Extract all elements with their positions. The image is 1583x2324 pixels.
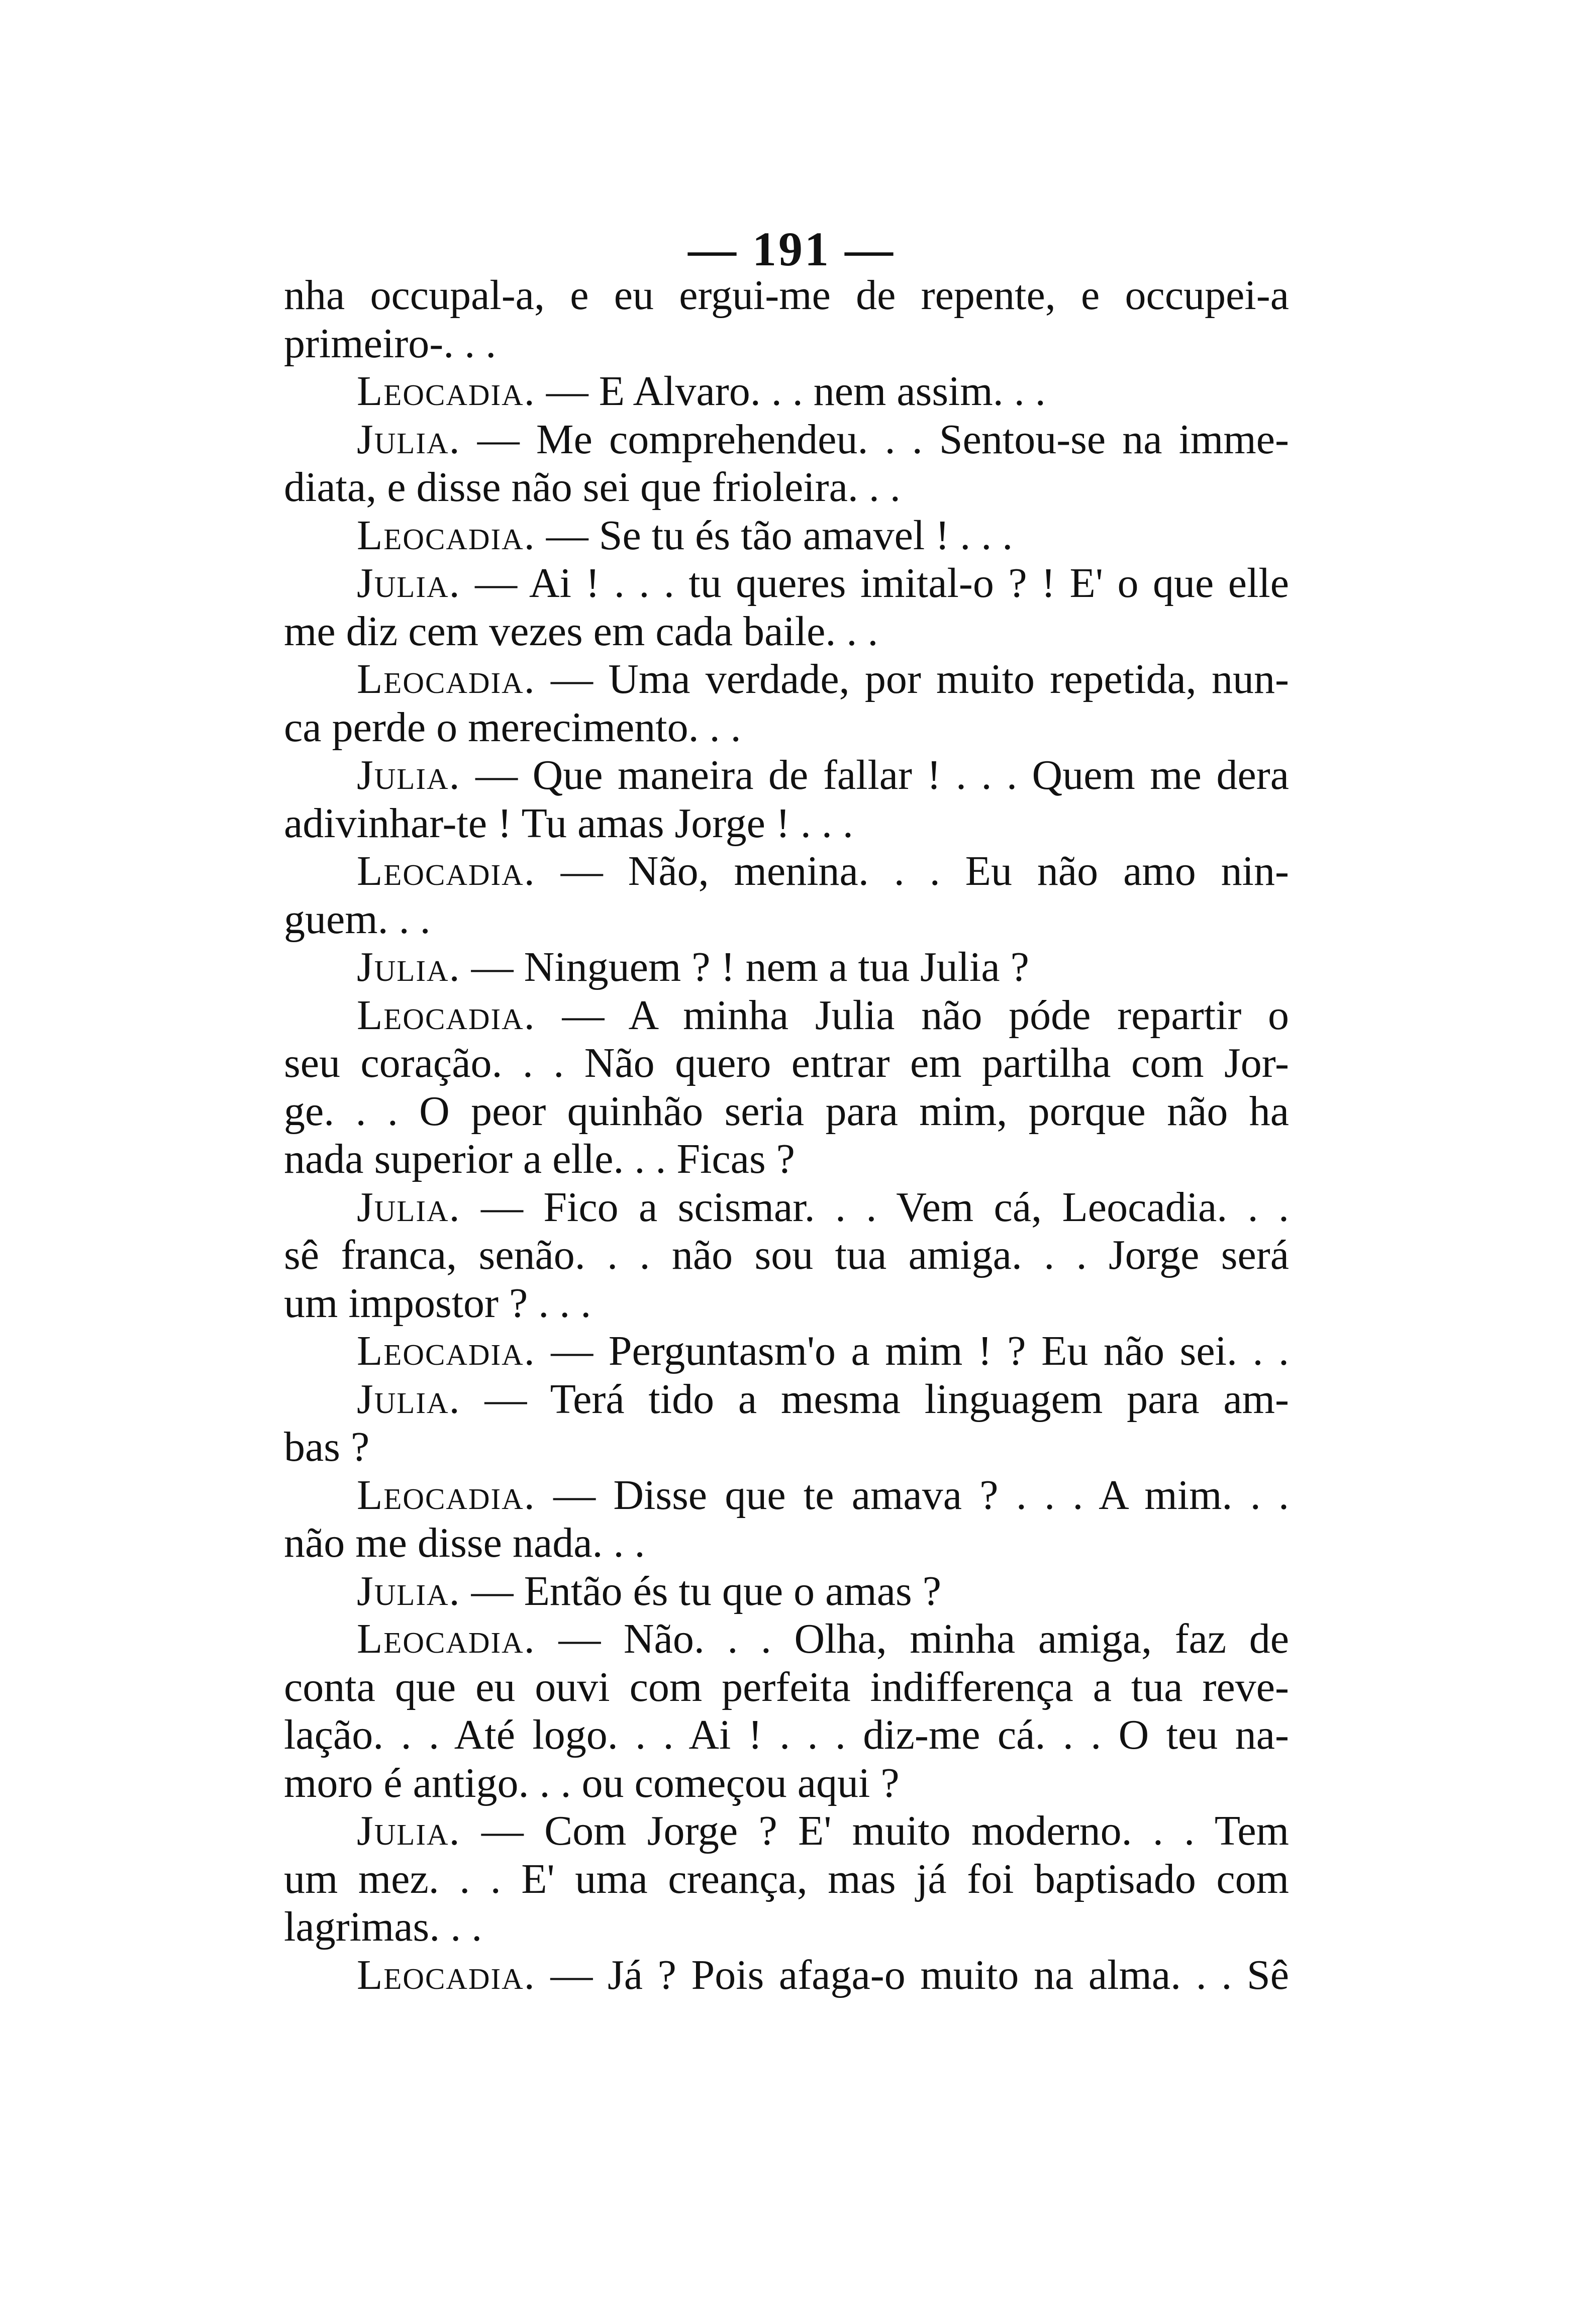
- speaker-name: Leocadia.: [357, 368, 536, 415]
- text-line: [284, 608, 1289, 656]
- line-text: um mez. . . E' uma creança, mas já foi baptisado com: [284, 1855, 1289, 1902]
- line-text: bas ?: [284, 1424, 370, 1470]
- speaker-name: Julia.: [357, 1183, 461, 1231]
- text-line: [284, 655, 1289, 703]
- line-text: me diz cem vezes em cada baile. . .: [284, 608, 878, 655]
- text-line: [284, 1807, 1289, 1855]
- line-text: — Ninguem ? ! nem a tua Julia ?: [460, 944, 1029, 990]
- line-text: — Não, menina. . . Eu não amo nin-: [535, 848, 1289, 894]
- speaker-name: Leocadia.: [357, 991, 536, 1039]
- speaker-name: Julia.: [357, 416, 461, 463]
- speaker-name: Leocadia.: [357, 656, 536, 702]
- line-text: diata, e disse não sei que frioleira. . .: [284, 464, 901, 511]
- line-text: — Ai ! . . . tu queres imital-o ? ! E' o que elle: [460, 560, 1289, 607]
- line-text: — Terá tido a mesma linguagem para am-: [460, 1375, 1289, 1423]
- line-text: — Se tu és tão amavel ! . . .: [535, 512, 1013, 559]
- text-line: [284, 1615, 1289, 1663]
- line-text: lação. . . Até logo. . . Ai ! . . . diz-me cá. . . O teu na-: [284, 1711, 1289, 1758]
- line-text: — E Alvaro. . . nem assim. . .: [535, 368, 1046, 415]
- text-line: [284, 463, 1289, 512]
- speaker-name: Leocadia.: [357, 1328, 536, 1374]
- line-text: — A minha Julia não póde repartir o: [535, 991, 1289, 1039]
- line-text: ge. . . O peor quinhão seria para mim, porque não ha: [284, 1087, 1289, 1135]
- text-line: [284, 847, 1289, 895]
- text-line: [284, 1423, 1289, 1471]
- line-text: um impostor ? . . .: [284, 1279, 591, 1327]
- line-text: — Então és tu que o amas ?: [460, 1567, 941, 1614]
- line-text: conta que eu ouvi com perfeita indifferença a tua reve-: [284, 1663, 1289, 1710]
- text-line: [284, 1087, 1289, 1136]
- text-line: [284, 943, 1289, 991]
- text-line: [284, 1471, 1289, 1520]
- line-text: — Fico a scismar. . . Vem cá, Leocadia. . .: [460, 1183, 1289, 1231]
- line-text: adivinhar-te ! Tu amas Jorge ! . . .: [284, 799, 853, 847]
- text-line: [284, 1279, 1289, 1328]
- line-text: lagrimas. . .: [284, 1903, 482, 1950]
- text-line: [284, 1951, 1289, 1999]
- line-text: nada superior a elle. . . Ficas ?: [284, 1136, 795, 1182]
- text-line: [284, 512, 1289, 560]
- text-line: [284, 1375, 1289, 1424]
- text-line: [284, 1711, 1289, 1759]
- line-text: ca perde o merecimento. . .: [284, 703, 741, 751]
- text-line: [284, 703, 1289, 752]
- line-text: — Já ? Pois afaga-o muito na alma. . . Sê: [535, 1951, 1289, 1998]
- text-line: [284, 1567, 1289, 1615]
- text-line: [284, 991, 1289, 1040]
- text-line: [284, 1759, 1289, 1807]
- line-text: — Uma verdade, por muito repetida, nun-: [535, 656, 1289, 702]
- line-text: sê franca, senão. . . não sou tua amiga. . . Jorge será: [284, 1232, 1289, 1278]
- speaker-name: Julia.: [357, 1807, 461, 1854]
- text-line: [284, 1039, 1289, 1087]
- speaker-name: Leocadia.: [357, 512, 536, 559]
- text-line: [284, 559, 1289, 608]
- line-text: seu coração. . . Não quero entrar em partilha com Jor-: [284, 1040, 1289, 1086]
- text-line: [284, 1519, 1289, 1567]
- text-line: [284, 1663, 1289, 1711]
- text-line: [284, 320, 1289, 368]
- speaker-name: Julia.: [357, 752, 461, 798]
- line-text: — Disse que te amava ? . . . A mim. . .: [535, 1471, 1289, 1519]
- line-text: — Com Jorge ? E' muito moderno. . . Tem: [460, 1807, 1289, 1854]
- speaker-name: Leocadia.: [357, 1951, 536, 1998]
- text-line: [284, 1183, 1289, 1232]
- text-line: [284, 1231, 1289, 1279]
- line-text: não me disse nada. . .: [284, 1520, 645, 1566]
- text-line: [284, 751, 1289, 799]
- line-text: guem. . .: [284, 895, 431, 943]
- dialogue-text-block: [284, 271, 1289, 1999]
- text-line: [284, 367, 1289, 416]
- line-text: — Perguntasm'o a mim ! ? Eu não sei. . .: [535, 1328, 1289, 1374]
- text-line: [284, 1855, 1289, 1903]
- speaker-name: Julia.: [357, 560, 461, 607]
- line-text: nha occupal-a, e eu ergui-me de repente, e occupei-a: [284, 272, 1289, 319]
- line-text: primeiro-. . .: [284, 320, 497, 367]
- line-text: — Que maneira de fallar ! . . . Quem me dera: [460, 752, 1289, 798]
- text-line: [284, 416, 1289, 464]
- text-line: [284, 271, 1289, 320]
- line-text: — Não. . . Olha, minha amiga, faz de: [535, 1615, 1289, 1662]
- text-line: [284, 1327, 1289, 1375]
- speaker-name: Julia.: [357, 944, 461, 990]
- text-line: [284, 1903, 1289, 1951]
- speaker-name: Leocadia.: [357, 1615, 536, 1662]
- speaker-name: Leocadia.: [357, 1471, 536, 1519]
- line-text: moro é antigo. . . ou começou aqui ?: [284, 1759, 900, 1806]
- text-line: [284, 895, 1289, 944]
- speaker-name: Leocadia.: [357, 848, 536, 894]
- text-line: [284, 799, 1289, 848]
- line-text: — Me comprehendeu. . . Sentou-se na imme-: [460, 416, 1289, 463]
- page-number: — 191 —: [688, 222, 895, 276]
- speaker-name: Julia.: [357, 1567, 461, 1614]
- speaker-name: Julia.: [357, 1375, 461, 1423]
- text-line: [284, 1135, 1289, 1183]
